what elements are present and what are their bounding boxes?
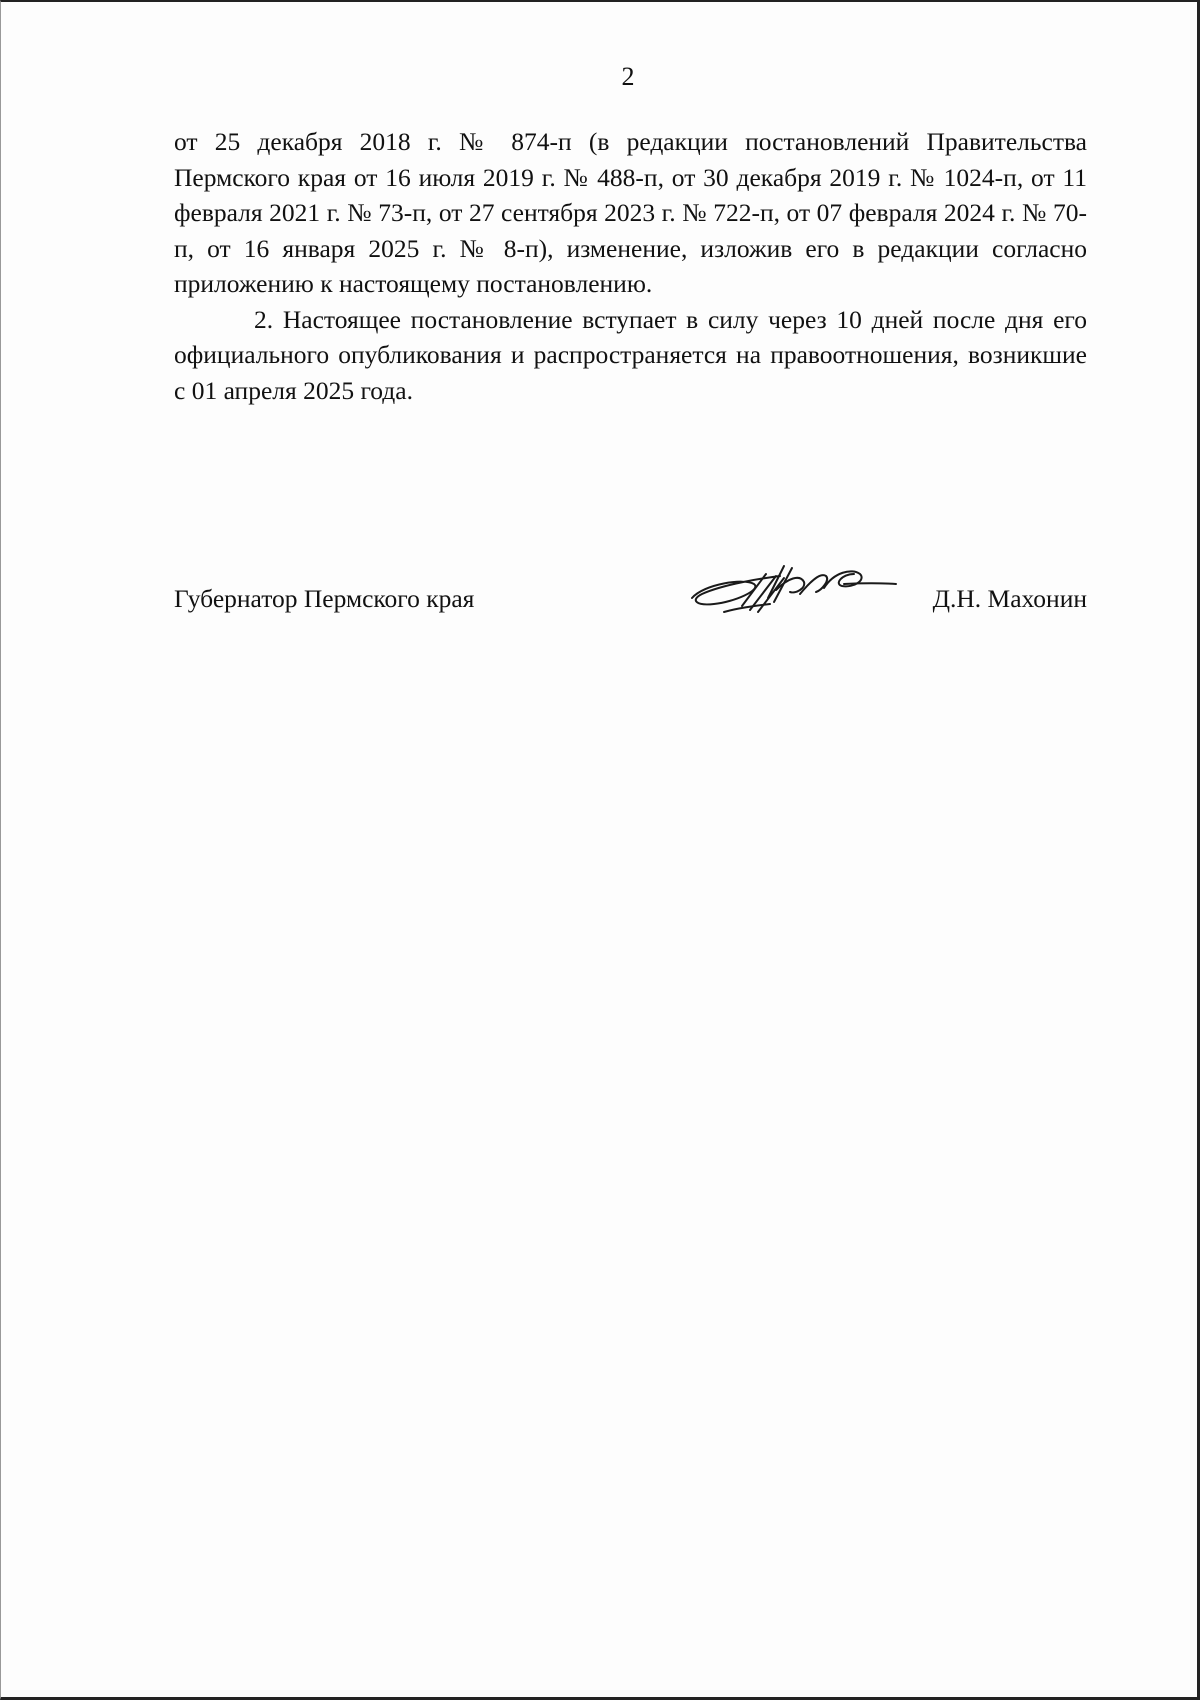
- signatory-name: Д.Н. Махонин: [932, 584, 1087, 613]
- paragraph-clause-2: 2. Настоящее постановление вступает в силу через 10 дней после дня его официального опубликования и распространяется на правоотношения, возникшие с 01 апреля 2025 года.: [174, 304, 1087, 405]
- page-number: 2: [621, 62, 635, 91]
- signatory-title: Губернатор Пермского края: [174, 584, 475, 613]
- signature-block: [174, 582, 1087, 632]
- document-body: [174, 124, 1087, 408]
- paragraph-continuation: от 25 декабря 2018 г. № 874-п (в редакции постановлений Правительства Пермского края от 16 июля 2019 г. № 488-п, от 30 декабря 2019 г. № 1024-п, от 11 февраля 2021 г. № 73-п, от 27 сентября 2023 г. № 722-п, от 07 февраля 2024 г. № 70-п, от 16 января 2025 г. № 8-п), изменение, изложив его в редакции согласно приложению к настоящему постановлению.: [174, 127, 1087, 298]
- handwritten-signature: [684, 554, 899, 624]
